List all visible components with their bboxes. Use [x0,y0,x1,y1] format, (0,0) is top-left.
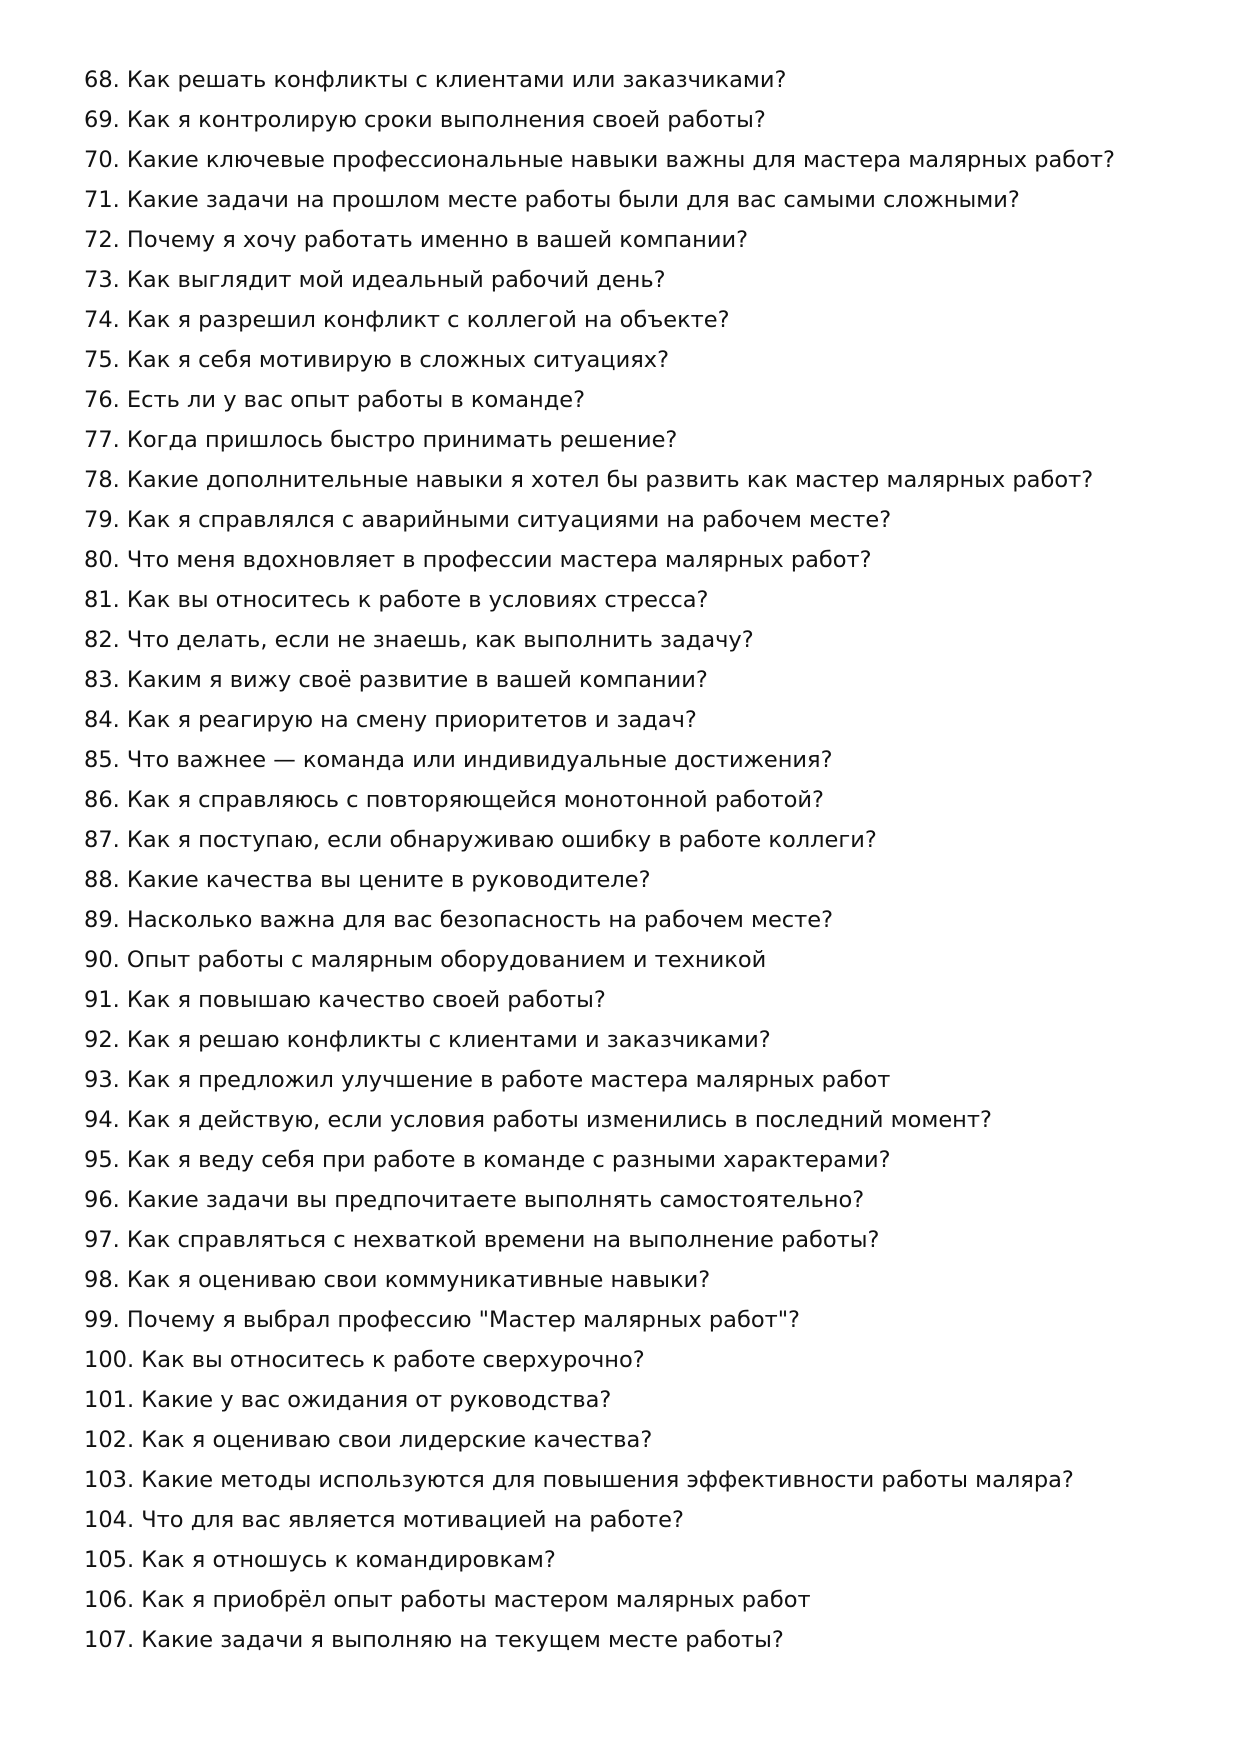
question-item: 68. Как решать конфликты с клиентами или заказчиками? [84,67,787,93]
question-item: 88. Какие качества вы цените в руководителе? [84,867,651,893]
question-item: 73. Как выглядит мой идеальный рабочий день? [84,267,666,293]
question-item: 70. Какие ключевые профессиональные навыки важны для мастера малярных работ? [84,147,1115,173]
question-item: 98. Как я оцениваю свои коммуникативные навыки? [84,1267,711,1293]
question-item: 105. Как я отношусь к командировкам? [84,1547,556,1573]
question-item: 77. Когда пришлось быстро принимать решение? [84,427,678,453]
question-item: 76. Есть ли у вас опыт работы в команде? [84,387,586,413]
question-item: 97. Как справляться с нехваткой времени на выполнение работы? [84,1227,880,1253]
question-item: 82. Что делать, если не знаешь, как выполнить задачу? [84,627,754,653]
question-item: 102. Как я оцениваю свои лидерские качества? [84,1427,653,1453]
question-item: 69. Как я контролирую сроки выполнения своей работы? [84,107,766,133]
question-item: 79. Как я справлялся с аварийными ситуациями на рабочем месте? [84,507,892,533]
question-item: 75. Как я себя мотивирую в сложных ситуациях? [84,347,670,373]
question-item: 92. Как я решаю конфликты с клиентами и заказчиками? [84,1027,771,1053]
question-item: 71. Какие задачи на прошлом месте работы были для вас самыми сложными? [84,187,1020,213]
question-list [84,60,1115,1660]
question-item: 103. Какие методы используются для повышения эффективности работы маляра? [84,1467,1074,1493]
question-item: 93. Как я предложил улучшение в работе мастера малярных работ [84,1067,891,1093]
question-item: 91. Как я повышаю качество своей работы? [84,987,606,1013]
question-item: 95. Как я веду себя при работе в команде с разными характерами? [84,1147,891,1173]
question-item: 87. Как я поступаю, если обнаруживаю ошибку в работе коллеги? [84,827,877,853]
question-item: 107. Какие задачи я выполняю на текущем месте работы? [84,1627,784,1653]
question-item: 100. Как вы относитесь к работе сверхурочно? [84,1347,645,1373]
question-item: 85. Что важнее — команда или индивидуальные достижения? [84,747,833,773]
question-item: 84. Как я реагирую на смену приоритетов и задач? [84,707,697,733]
question-item: 94. Как я действую, если условия работы изменились в последний момент? [84,1107,992,1133]
question-item: 74. Как я разрешил конфликт с коллегой на объекте? [84,307,730,333]
question-item: 104. Что для вас является мотивацией на работе? [84,1507,684,1533]
question-item: 83. Каким я вижу своё развитие в вашей компании? [84,667,708,693]
question-item: 99. Почему я выбрал профессию "Мастер малярных работ"? [84,1307,801,1333]
question-item: 78. Какие дополнительные навыки я хотел бы развить как мастер малярных работ? [84,467,1094,493]
question-item: 86. Как я справляюсь с повторяющейся монотонной работой? [84,787,824,813]
question-item: 96. Какие задачи вы предпочитаете выполнять самостоятельно? [84,1187,865,1213]
question-item: 80. Что меня вдохновляет в профессии мастера малярных работ? [84,547,872,573]
question-item: 106. Как я приобрёл опыт работы мастером малярных работ [84,1587,811,1613]
question-item: 72. Почему я хочу работать именно в вашей компании? [84,227,749,253]
question-item: 81. Как вы относитесь к работе в условиях стресса? [84,587,709,613]
question-item: 90. Опыт работы с малярным оборудованием и техникой [84,947,767,973]
question-item: 101. Какие у вас ожидания от руководства? [84,1387,612,1413]
question-item: 89. Насколько важна для вас безопасность на рабочем месте? [84,907,834,933]
